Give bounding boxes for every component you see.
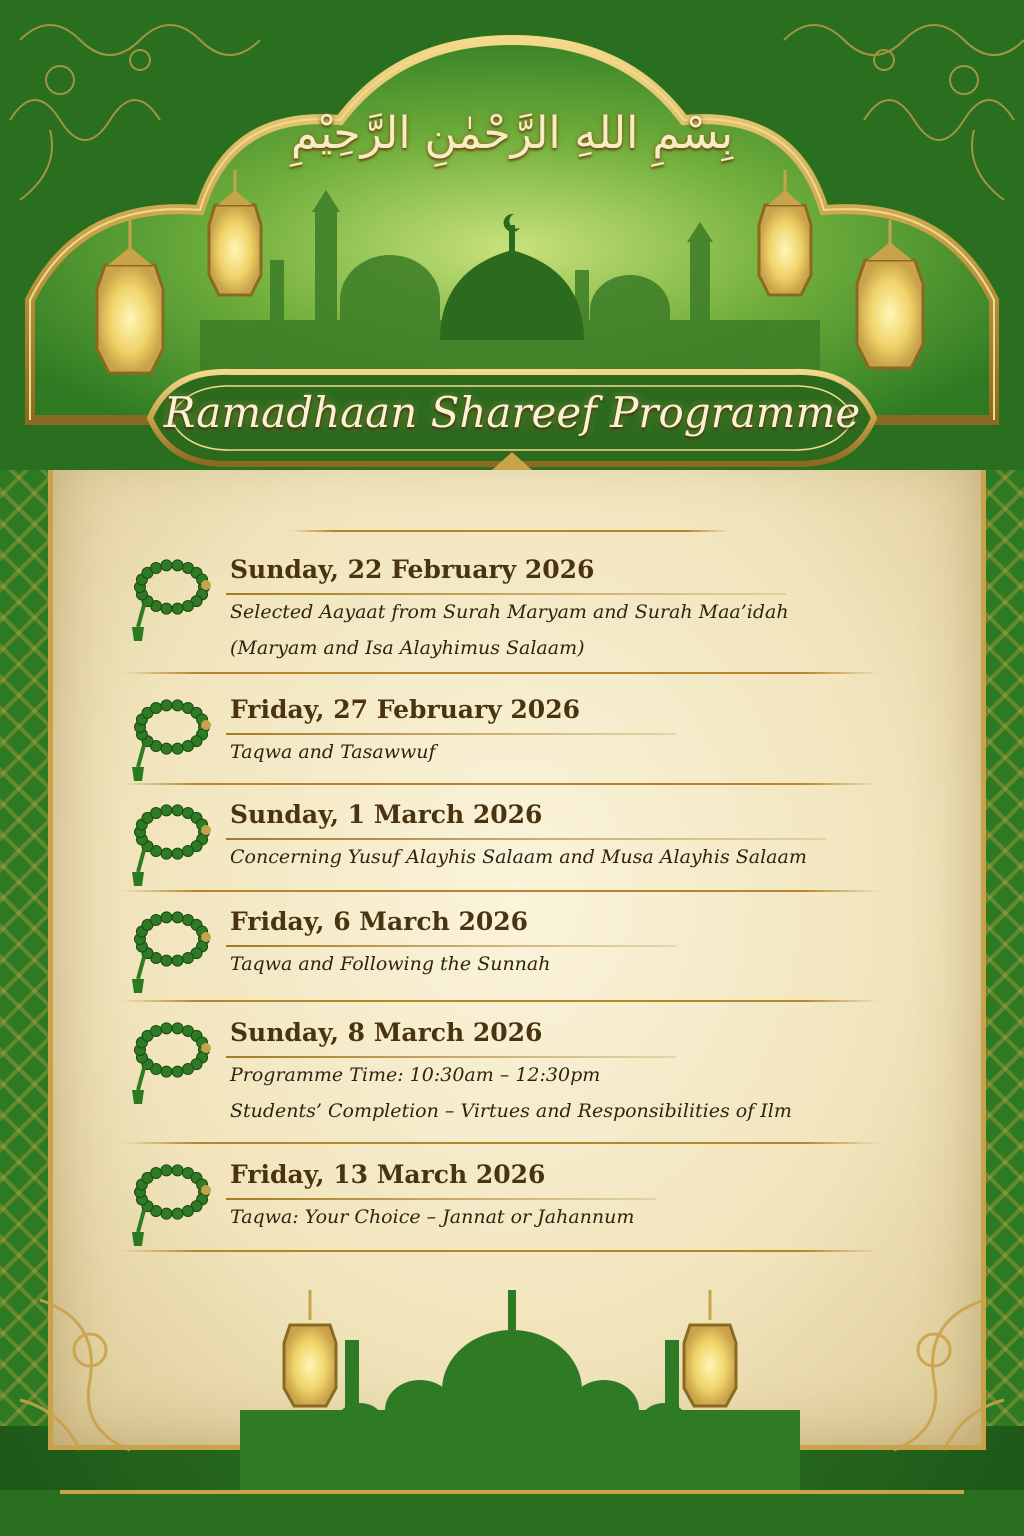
entry-divider [120,672,880,674]
tasbih-beads-icon [130,1018,225,1108]
entry-date: Friday, 13 March 2026 [230,1160,546,1189]
entry-topic: Taqwa: Your Choice – Jannat or Jahannum [230,1206,635,1228]
page-title: Ramadhaan Shareef Programme [163,388,861,437]
entry-topic: Taqwa and Following the Sunnah [230,953,551,975]
lantern-icon [284,1290,336,1406]
entry-underline [226,733,676,735]
entry-topic: Students’ Completion – Virtues and Responsibilities of Ilm [230,1100,792,1122]
entry-divider [120,1142,880,1144]
tasbih-beads-icon [130,695,225,785]
tasbih-beads-icon [130,907,225,997]
entry-underline [226,1056,676,1058]
entry-date: Friday, 27 February 2026 [230,695,580,724]
tasbih-beads-icon [130,800,225,890]
entry-date: Sunday, 8 March 2026 [230,1018,543,1047]
entry-underline [226,945,676,947]
programme-entry [130,555,890,661]
programme-entry [130,800,890,868]
entry-underline [226,593,786,595]
entry-topic: Concerning Yusuf Alayhis Salaam and Musa Alayhis Salaam [230,846,807,868]
entry-date: Sunday, 1 March 2026 [230,800,543,829]
entry-divider [120,1000,880,1002]
entry-date: Sunday, 22 February 2026 [230,555,595,584]
entry-topic: Programme Time: 10:30am – 12:30pm [230,1064,601,1086]
programme-entry [130,695,890,763]
entry-topic: Taqwa and Tasawwuf [230,741,436,763]
tasbih-beads-icon [130,555,225,645]
top-divider [290,530,730,532]
entry-date: Friday, 6 March 2026 [230,907,529,936]
entry-topic: (Maryam and Isa Alayhimus Salaam) [230,637,585,659]
entry-divider [120,890,880,892]
footer-scene [0,1240,1024,1536]
entry-divider [120,783,880,785]
entry-underline [226,838,826,840]
floral-corner-left [20,1300,130,1450]
tasbih-beads-icon [130,1160,225,1250]
entry-topic: Selected Aayaat from Surah Maryam and Surah Maa’idah [230,601,789,623]
programme-entry [130,907,890,975]
programme-entry [130,1018,890,1124]
floral-corner-right [894,1300,1004,1450]
bismillah-calligraphy: بِسْمِ اللهِ الرَّحْمٰنِ الرَّحِيْمِ [290,108,734,159]
lantern-icon [684,1290,736,1406]
entry-underline [226,1198,656,1200]
programme-entry [130,1160,890,1228]
